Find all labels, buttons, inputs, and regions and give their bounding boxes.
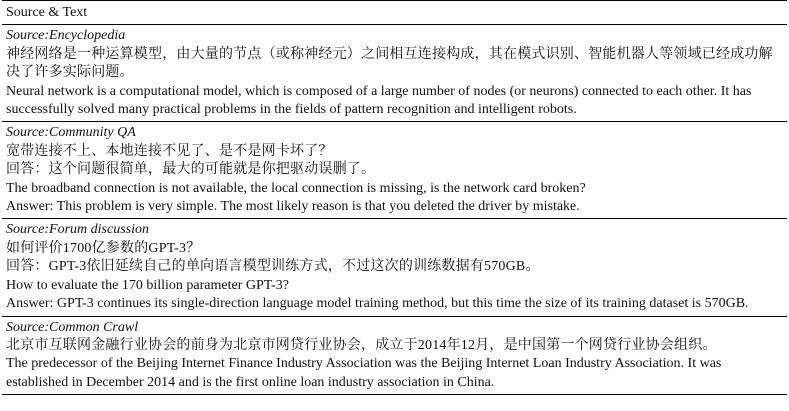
source-name: Common Crawl (49, 319, 139, 335)
source-name: Forum discussion (49, 222, 149, 238)
english-text: The predecessor of the Beijing Internet Finance Industry Association was the Beijing Internet Loan Industry Association. It was established in December 2014 and is the first online loan industry association in China. (6, 356, 722, 390)
chinese-answer: 回答：这个问题很简单，最大的可能就是你把驱动误删了。 (6, 162, 376, 178)
source-label (6, 221, 783, 239)
table-header-title: Source & Text (6, 5, 88, 20)
source-label (6, 27, 783, 45)
source-name: Community QA (49, 125, 136, 141)
source-name: Encyclopedia (49, 28, 126, 44)
section-forum-discussion (2, 219, 787, 316)
chinese-text: 神经网络是一种运算模型，由大量的节点（或称神经元）之间相互连接构成，其在模式识别、智能机器人等领域已经成功解决了许多实际问题。 (6, 46, 773, 81)
source-prefix: Source: (6, 28, 50, 44)
english-text: Neural network is a computational model, which is composed of a large number of nodes (or neurons) connected to each other. It has successfully solved many practical problems in the fields of pattern recognition and intelligent robots. (6, 83, 752, 118)
source-label (6, 124, 783, 142)
english-question: How to evaluate the 170 billion parameter GPT-3? (6, 277, 289, 293)
section-encyclopedia (2, 25, 787, 122)
chinese-text: 北京市互联网金融行业协会的前身为北京市网贷行业协会，成立于2014年12月，是中国第一个网贷行业协会组织。 (6, 337, 717, 353)
source-text-table (2, 0, 787, 395)
source-prefix: Source: (6, 319, 50, 335)
chinese-question: 如何评价1700亿参数的GPT-3？ (6, 240, 201, 256)
table-header (2, 1, 787, 25)
section-common-crawl (2, 317, 787, 396)
english-answer: Answer: This problem is very simple. The most likely reason is that you deleted the driver by mistake. (6, 199, 580, 215)
chinese-question: 宽带连接不上、本地连接不见了、是不是网卡坏了？ (6, 143, 333, 159)
chinese-answer: 回答：GPT-3依旧延续自己的单向语言模型训练方式，不过这次的训练数据有570GB。 (6, 259, 540, 275)
source-label (6, 319, 783, 337)
source-prefix: Source: (6, 125, 50, 141)
section-community-qa (2, 122, 787, 219)
english-question: The broadband connection is not available, the local connection is missing, is the network card broken? (6, 180, 586, 196)
english-answer: Answer: GPT-3 continues its single-direction language model training method, but this time the size of its training dataset is 570GB. (6, 296, 749, 312)
source-prefix: Source: (6, 222, 50, 238)
